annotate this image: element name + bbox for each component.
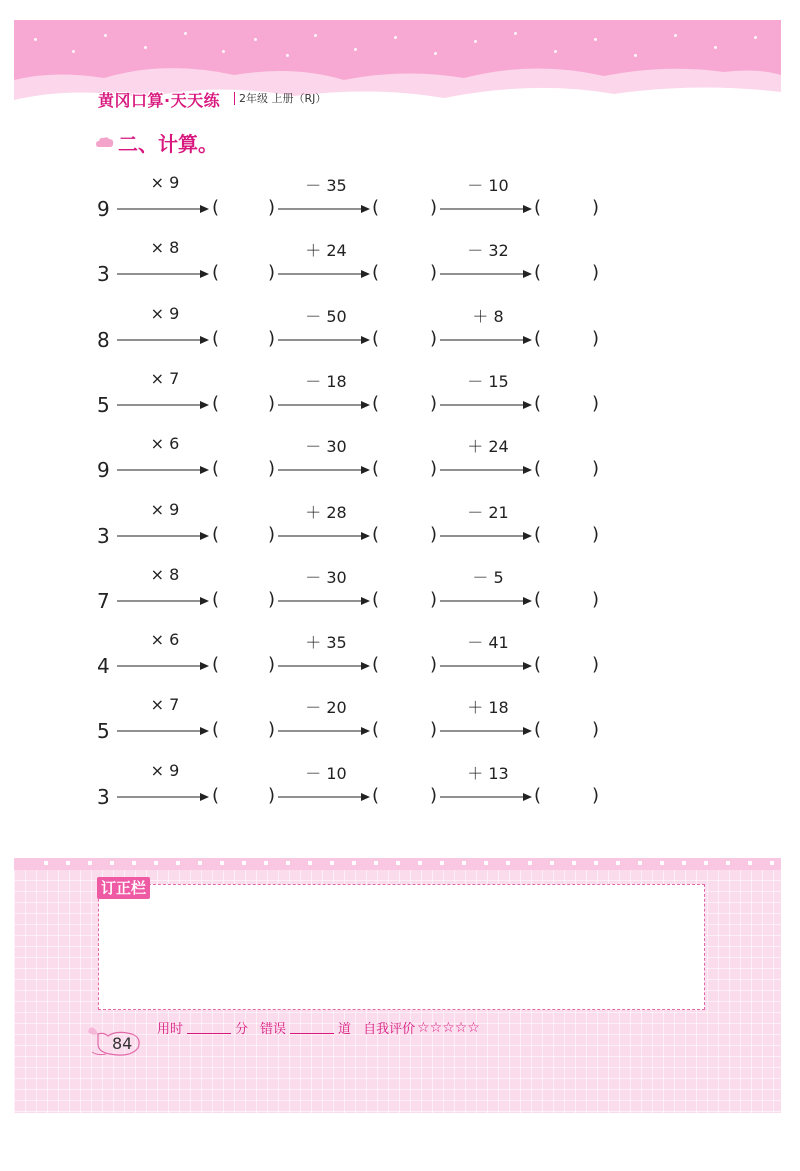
answer-open-paren[interactable]: ( bbox=[372, 784, 380, 806]
arrow-icon bbox=[440, 597, 532, 605]
arrow-icon bbox=[278, 336, 370, 344]
strip-dot bbox=[242, 861, 246, 865]
start-number: 3 bbox=[97, 262, 110, 287]
arrow-icon bbox=[117, 270, 209, 278]
exercise-row bbox=[0, 303, 800, 368]
time-label: 用时 bbox=[157, 1022, 184, 1037]
answer-close-paren[interactable]: ) bbox=[268, 327, 276, 349]
strip-dot bbox=[286, 861, 290, 865]
strip-dot bbox=[198, 861, 202, 865]
answer-close-paren[interactable]: ) bbox=[268, 262, 276, 284]
operation-label: － 18 bbox=[305, 371, 347, 391]
start-number: 9 bbox=[97, 197, 110, 221]
arrow-icon bbox=[440, 401, 532, 409]
answer-open-paren[interactable]: ( bbox=[212, 784, 220, 806]
answer-close-paren[interactable]: ) bbox=[592, 327, 600, 349]
strip-dot bbox=[308, 861, 312, 865]
answer-close-paren[interactable]: ) bbox=[268, 588, 276, 610]
answer-open-paren[interactable]: ( bbox=[212, 523, 220, 545]
answer-close-paren[interactable]: ) bbox=[268, 458, 276, 480]
strip-dot bbox=[440, 861, 444, 865]
strip-dot bbox=[638, 861, 642, 865]
answer-open-paren[interactable]: ( bbox=[212, 262, 220, 284]
answer-close-paren[interactable]: ) bbox=[430, 523, 438, 545]
strip-dot bbox=[396, 861, 400, 865]
answer-close-paren[interactable]: ) bbox=[268, 654, 276, 676]
answer-open-paren[interactable]: ( bbox=[212, 392, 220, 414]
operation-label: － 15 bbox=[467, 371, 509, 391]
answer-close-paren[interactable]: ) bbox=[430, 262, 438, 284]
operation-label: × 9 bbox=[150, 760, 180, 780]
strip-dot bbox=[418, 861, 422, 865]
strip-dot bbox=[176, 861, 180, 865]
start-number: 5 bbox=[97, 719, 110, 744]
strip-dot bbox=[770, 861, 774, 865]
answer-close-paren[interactable]: ) bbox=[268, 784, 276, 806]
strip-dot bbox=[44, 861, 48, 865]
operation-label: × 7 bbox=[150, 695, 180, 715]
arrow-icon bbox=[278, 270, 370, 278]
start-number: 7 bbox=[97, 588, 110, 613]
arrow-icon bbox=[440, 270, 532, 278]
answer-open-paren[interactable]: ( bbox=[212, 654, 220, 676]
error-blank[interactable] bbox=[290, 1021, 334, 1034]
answer-close-paren[interactable]: ) bbox=[592, 588, 600, 610]
answer-open-paren[interactable]: ( bbox=[534, 392, 542, 414]
strip-dot bbox=[748, 861, 752, 865]
strip-dot bbox=[154, 861, 158, 865]
arrow-icon bbox=[117, 466, 209, 474]
strip-dot bbox=[220, 861, 224, 865]
answer-close-paren[interactable]: ) bbox=[592, 654, 600, 676]
operation-label: － 10 bbox=[305, 763, 347, 783]
arrow-icon bbox=[278, 727, 370, 735]
arrow-icon bbox=[117, 205, 209, 213]
answer-close-paren[interactable]: ) bbox=[430, 197, 438, 218]
answer-close-paren[interactable]: ) bbox=[430, 327, 438, 349]
arrow-icon bbox=[440, 662, 532, 670]
strip-dot bbox=[594, 861, 598, 865]
arrow-icon bbox=[440, 336, 532, 344]
answer-close-paren[interactable]: ) bbox=[592, 458, 600, 480]
start-number: 3 bbox=[97, 523, 110, 548]
strip-dot bbox=[330, 861, 334, 865]
operation-label: ＋ 28 bbox=[305, 502, 347, 522]
answer-open-paren[interactable]: ( bbox=[372, 197, 380, 218]
exercise-row bbox=[0, 173, 800, 237]
operation-label: － 5 bbox=[472, 567, 504, 587]
operation-label: × 6 bbox=[150, 630, 180, 650]
answer-open-paren[interactable]: ( bbox=[372, 654, 380, 676]
footer-eval-line bbox=[157, 1018, 480, 1037]
exercise-row bbox=[0, 238, 800, 302]
operation-label: ＋ 24 bbox=[467, 437, 509, 457]
correction-top-strip bbox=[14, 858, 781, 870]
answer-open-paren[interactable]: ( bbox=[534, 458, 542, 480]
strip-dot bbox=[616, 861, 620, 865]
section-title: 二、计算。 bbox=[118, 131, 218, 156]
operation-label: － 50 bbox=[305, 306, 347, 326]
exercise-row bbox=[0, 564, 800, 629]
arrow-icon bbox=[117, 793, 209, 801]
answer-close-paren[interactable]: ) bbox=[430, 392, 438, 414]
strip-dot bbox=[88, 861, 92, 865]
operation-label: － 32 bbox=[467, 241, 509, 261]
answer-close-paren[interactable]: ) bbox=[592, 262, 600, 284]
answer-open-paren[interactable]: ( bbox=[212, 588, 220, 610]
arrow-icon bbox=[440, 793, 532, 801]
operation-label: × 8 bbox=[150, 238, 180, 258]
brand-title: 黄冈口算·天天练 bbox=[98, 91, 221, 110]
start-number: 3 bbox=[97, 784, 110, 809]
answer-close-paren[interactable]: ) bbox=[592, 784, 600, 806]
arrow-icon bbox=[278, 662, 370, 670]
answer-open-paren[interactable]: ( bbox=[534, 784, 542, 806]
answer-close-paren[interactable]: ) bbox=[268, 523, 276, 545]
answer-open-paren[interactable]: ( bbox=[534, 719, 542, 741]
arrow-icon bbox=[278, 466, 370, 474]
answer-close-paren[interactable]: ) bbox=[430, 784, 438, 806]
arrow-icon bbox=[440, 532, 532, 540]
operation-label: ＋ 24 bbox=[305, 241, 347, 261]
arrow-icon bbox=[117, 401, 209, 409]
arrow-icon bbox=[117, 727, 209, 735]
answer-open-paren[interactable]: ( bbox=[372, 523, 380, 545]
answer-open-paren[interactable]: ( bbox=[372, 719, 380, 741]
self-eval-label: 自我评价 bbox=[363, 1022, 416, 1037]
operation-label: × 8 bbox=[150, 564, 180, 584]
arrow-icon bbox=[117, 597, 209, 605]
answer-close-paren[interactable]: ) bbox=[592, 392, 600, 414]
start-number: 8 bbox=[97, 327, 110, 352]
answer-open-paren[interactable]: ( bbox=[534, 197, 542, 218]
page-number: 84 bbox=[112, 1034, 133, 1053]
exercise-row bbox=[0, 760, 800, 825]
start-number: 4 bbox=[97, 654, 110, 679]
arrow-icon bbox=[440, 466, 532, 474]
arrow-icon bbox=[117, 532, 209, 540]
arrow-icon bbox=[117, 336, 209, 344]
arrow-icon bbox=[278, 532, 370, 540]
strip-dot bbox=[66, 861, 70, 865]
answer-close-paren[interactable]: ) bbox=[592, 523, 600, 545]
answer-close-paren[interactable]: ) bbox=[268, 197, 276, 218]
answer-open-paren[interactable]: ( bbox=[534, 654, 542, 676]
operation-label: ＋ 8 bbox=[472, 306, 504, 326]
start-number: 5 bbox=[97, 392, 110, 417]
answer-close-paren[interactable]: ) bbox=[592, 197, 600, 218]
answer-open-paren[interactable]: ( bbox=[534, 262, 542, 284]
correction-label: 订正栏 bbox=[97, 877, 150, 899]
grade-label: 2年级 上册（RJ） bbox=[234, 92, 326, 105]
operation-label: × 7 bbox=[150, 368, 180, 388]
arrow-icon bbox=[440, 727, 532, 735]
operation-label: ＋ 13 bbox=[467, 763, 509, 783]
strip-dot bbox=[726, 861, 730, 865]
answer-open-paren[interactable]: ( bbox=[534, 523, 542, 545]
strip-dot bbox=[704, 861, 708, 865]
answer-open-paren[interactable]: ( bbox=[212, 327, 220, 349]
answer-close-paren[interactable]: ) bbox=[430, 588, 438, 610]
operation-label: － 10 bbox=[467, 176, 509, 195]
strip-dot bbox=[110, 861, 114, 865]
strip-dot bbox=[132, 861, 136, 865]
operation-label: － 30 bbox=[305, 437, 347, 457]
answer-open-paren[interactable]: ( bbox=[534, 327, 542, 349]
answer-close-paren[interactable]: ) bbox=[268, 392, 276, 414]
strip-dot bbox=[682, 861, 686, 865]
answer-close-paren[interactable]: ) bbox=[268, 719, 276, 741]
operation-label: × 9 bbox=[150, 303, 180, 323]
operation-label: － 21 bbox=[467, 502, 509, 522]
minute-unit: 分 bbox=[235, 1022, 249, 1037]
page-number-badge bbox=[100, 1030, 148, 1058]
error-label: 错误 bbox=[260, 1022, 287, 1037]
cloud-icon bbox=[96, 136, 114, 148]
answer-open-paren[interactable]: ( bbox=[372, 262, 380, 284]
answer-open-paren[interactable]: ( bbox=[212, 197, 220, 218]
exercise-row bbox=[0, 434, 800, 498]
operation-label: × 6 bbox=[150, 434, 180, 454]
section-heading bbox=[96, 127, 218, 157]
strip-dot bbox=[462, 861, 466, 865]
arrow-icon bbox=[278, 793, 370, 801]
answer-open-paren[interactable]: ( bbox=[372, 588, 380, 610]
strip-dot bbox=[506, 861, 510, 865]
answer-open-paren[interactable]: ( bbox=[372, 327, 380, 349]
correction-box[interactable] bbox=[98, 884, 705, 1010]
strip-dot bbox=[528, 861, 532, 865]
answer-close-paren[interactable]: ) bbox=[430, 654, 438, 676]
operation-label: ＋ 35 bbox=[305, 633, 347, 653]
answer-open-paren[interactable]: ( bbox=[372, 458, 380, 480]
strip-dot bbox=[352, 861, 356, 865]
question-unit: 道 bbox=[338, 1022, 352, 1037]
operation-label: － 35 bbox=[305, 176, 347, 195]
operation-label: × 9 bbox=[150, 173, 180, 192]
strip-dot bbox=[484, 861, 488, 865]
answer-close-paren[interactable]: ) bbox=[430, 458, 438, 480]
exercise-row bbox=[0, 695, 800, 759]
operation-label: ＋ 18 bbox=[467, 698, 509, 718]
answer-close-paren[interactable]: ) bbox=[592, 719, 600, 741]
answer-open-paren[interactable]: ( bbox=[534, 588, 542, 610]
strip-dot bbox=[264, 861, 268, 865]
strip-dot bbox=[660, 861, 664, 865]
strip-dot bbox=[550, 861, 554, 865]
arrow-icon bbox=[278, 401, 370, 409]
arrow-icon bbox=[440, 205, 532, 213]
strip-dot bbox=[374, 861, 378, 865]
operation-label: － 41 bbox=[467, 633, 509, 653]
exercise-row bbox=[0, 499, 800, 564]
arrow-icon bbox=[117, 662, 209, 670]
operation-label: － 30 bbox=[305, 567, 347, 587]
time-blank[interactable] bbox=[187, 1021, 231, 1034]
answer-open-paren[interactable]: ( bbox=[372, 392, 380, 414]
answer-close-paren[interactable]: ) bbox=[430, 719, 438, 741]
start-number: 9 bbox=[97, 458, 110, 483]
arrow-icon bbox=[278, 205, 370, 213]
exercise-row bbox=[0, 630, 800, 694]
exercise-row bbox=[0, 368, 800, 433]
operation-label: － 20 bbox=[305, 698, 347, 718]
answer-open-paren[interactable]: ( bbox=[212, 719, 220, 741]
arrow-icon bbox=[278, 597, 370, 605]
answer-open-paren[interactable]: ( bbox=[212, 458, 220, 480]
operation-label: × 9 bbox=[150, 499, 180, 519]
strip-dot bbox=[572, 861, 576, 865]
rating-stars-icon[interactable]: ☆☆☆☆☆ bbox=[417, 1019, 480, 1036]
